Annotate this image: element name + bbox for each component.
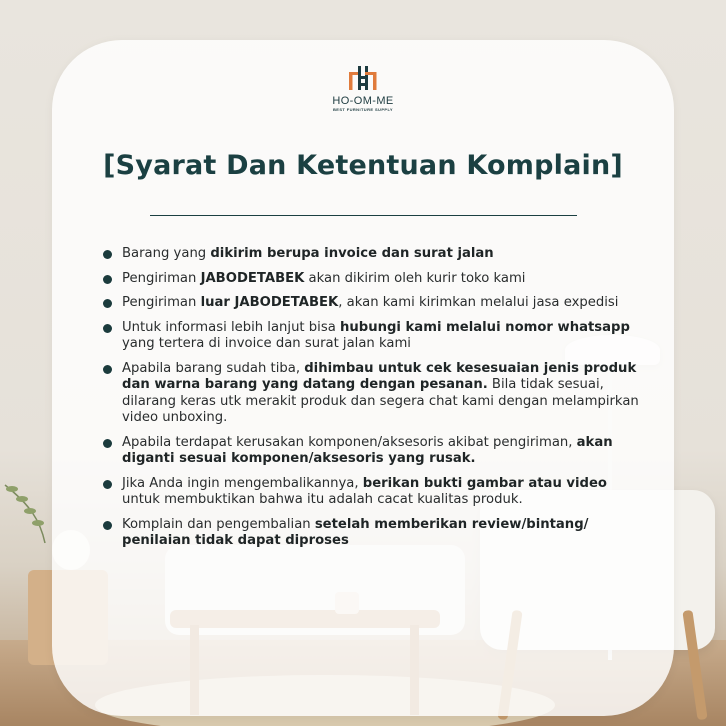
page-title <box>0 150 726 181</box>
title-open-bracket: [ <box>103 150 116 181</box>
term-text: akan dikirim oleh kurir toko kami <box>304 270 526 286</box>
terms-list-item <box>103 476 643 509</box>
terms-list-item <box>103 320 643 353</box>
title-close-bracket: ] <box>610 150 623 181</box>
term-text: Pengiriman <box>122 270 201 286</box>
terms-list-item <box>103 517 643 550</box>
brand-logo <box>0 64 726 112</box>
terms-list-item <box>103 295 643 312</box>
term-bold-text: hubungi kami melalui nomor whatsapp <box>339 319 630 335</box>
term-text: yang tertera di invoice dan surat jalan kami <box>122 336 411 351</box>
furniture-logo-icon <box>346 64 380 94</box>
term-bold-text: setelah memberikan review/bintang/ penilaian tidak dapat diproses <box>122 516 589 548</box>
term-bold-text: JABODETABEK <box>200 270 305 286</box>
term-bold-text: dihimbau untuk cek kesesuaian jenis produk dan warna barang yang datang dengan pesanan. <box>122 360 637 392</box>
term-text: Komplain dan pengembalian <box>122 516 315 532</box>
term-text: Bila tidak sesuai, dilarang keras utk merakit produk dan segera chat kami dengan melampirkan video unboxing. <box>122 377 639 425</box>
term-text: untuk membuktikan bahwa itu adalah cacat kualitas produk. <box>122 492 523 507</box>
terms-list-item <box>103 246 643 263</box>
terms-list-item <box>103 435 643 468</box>
terms-list-item <box>103 361 643 427</box>
term-bold-text: akan diganti sesuai komponen/aksesoris yang rusak. <box>122 434 613 466</box>
term-text: Pengiriman <box>122 295 201 310</box>
title-divider <box>150 215 577 216</box>
plant-branch <box>0 465 60 545</box>
title-text: Syarat Dan Ketentuan Komplain <box>115 150 611 181</box>
term-text: Jika Anda ingin mengembalikannya, <box>122 475 363 491</box>
brand-name: HO-OM-ME <box>332 95 394 107</box>
term-bold-text: luar JABODETABEK <box>200 295 339 310</box>
term-text: Apabila terdapat kerusakan komponen/aksesoris akibat pengiriman, <box>122 434 577 450</box>
term-text: Untuk informasi lebih lanjut bisa <box>122 319 340 335</box>
brand-tagline: BEST FURNITURE SUPPLY <box>332 107 394 112</box>
term-text: , akan kami kirimkan melalui jasa expedisi <box>338 295 619 310</box>
term-bold-text: berikan bukti gambar atau video <box>362 475 607 491</box>
terms-list-item <box>103 271 643 288</box>
term-text: Apabila barang sudah tiba, <box>122 360 305 376</box>
term-bold-text: dikirim berupa invoice dan surat jalan <box>210 246 494 261</box>
term-text: Barang yang <box>122 246 211 261</box>
terms-list <box>103 246 643 558</box>
